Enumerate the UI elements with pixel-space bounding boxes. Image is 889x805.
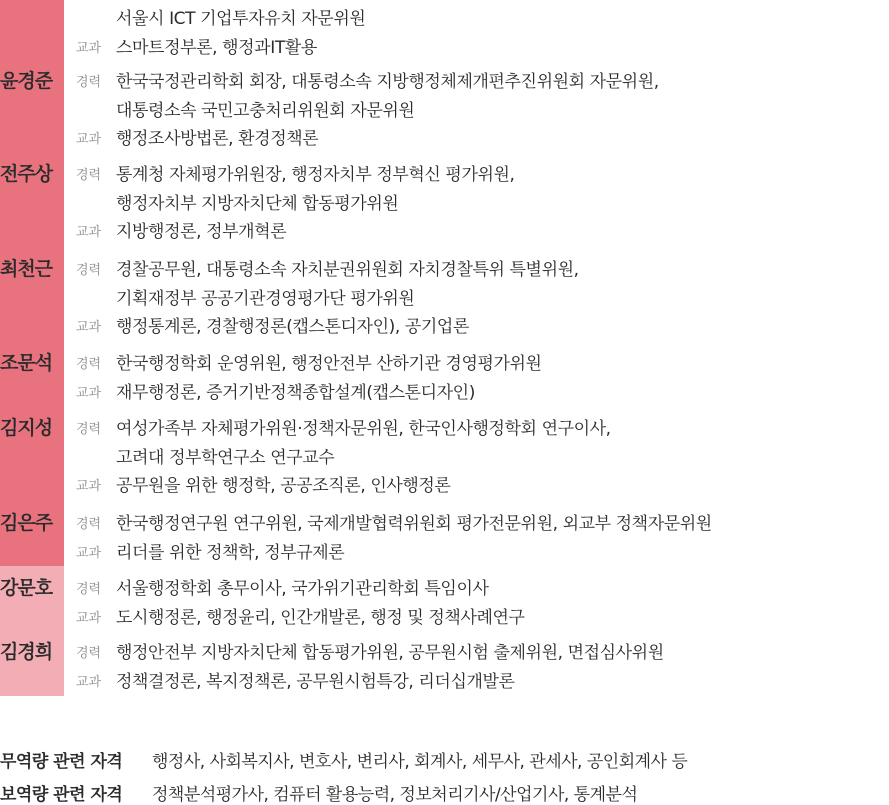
professor-name: 윤경준: [0, 70, 53, 92]
career-label: 경력: [76, 646, 102, 661]
subjects-text: 스마트정부론, 행정과IT활용: [116, 38, 317, 58]
career-text: 서울시 ICT 기업투자유치 자문위원: [116, 9, 366, 29]
subjects-label: 교과: [76, 386, 102, 401]
qualification-text: 정책분석평가사, 컴퓨터 활용능력, 정보처리기사/산업기사, 통계분석: [152, 785, 638, 805]
subjects-label: 교과: [76, 611, 102, 626]
qualification-label: 무역량 관련 자격: [0, 752, 123, 772]
subjects-label: 교과: [76, 546, 102, 561]
career-text: 기획재정부 공공기관경영평가단 평가위원: [116, 289, 415, 309]
subjects-text: 리더를 위한 정책학, 정부규제론: [116, 543, 345, 563]
career-text: 행정자치부 지방자치단체 합동평가위원: [116, 194, 399, 214]
subjects-text: 도시행정론, 행정윤리, 인간개발론, 행정 및 정책사례연구: [116, 608, 525, 628]
professor-name: 김은주: [0, 512, 53, 534]
professor-name: 김경희: [0, 641, 53, 663]
subjects-label: 교과: [76, 41, 102, 56]
professor-name: 강문호: [0, 577, 53, 599]
career-label: 경력: [76, 422, 102, 437]
career-label: 경력: [76, 263, 102, 278]
career-text: 한국행정연구원 연구위원, 국제개발협력위원회 평가전문위원, 외교부 정책자문위원: [116, 514, 712, 534]
professor-name: 최천근: [0, 258, 53, 280]
career-label: 경력: [76, 357, 102, 372]
subjects-text: 정책결정론, 복지정책론, 공무원시험특강, 리더십개발론: [116, 672, 515, 692]
subjects-label: 교과: [76, 320, 102, 335]
subjects-label: 교과: [76, 675, 102, 690]
career-text: 통계청 자체평가위원장, 행정자치부 정부혁신 평가위원,: [116, 165, 515, 185]
subjects-text: 재무행정론, 증거기반정책종합설계(캡스톤디자인): [116, 383, 475, 403]
subjects-label: 교과: [76, 479, 102, 494]
professor-name: 김지성: [0, 417, 53, 439]
career-text: 여성가족부 자체평가위원·정책자문위원, 한국인사행정학회 연구이사,: [116, 419, 611, 439]
career-text: 한국행정학회 운영위원, 행정안전부 산하기관 경영평가위원: [116, 354, 542, 374]
subjects-text: 행정통계론, 경찰행정론(캡스톤디자인), 공기업론: [116, 317, 469, 337]
subjects-label: 교과: [76, 225, 102, 240]
professor-name: 조문석: [0, 352, 53, 374]
career-text: 대통령소속 국민고충처리위원회 자문위원: [116, 101, 415, 121]
professor-name: 전주상: [0, 163, 53, 185]
career-label: 경력: [76, 168, 102, 183]
subjects-text: 지방행정론, 정부개혁론: [116, 222, 287, 242]
career-text: 행정안전부 지방자치단체 합동평가위원, 공무원시험 출제위원, 면접심사위원: [116, 643, 664, 663]
subjects-text: 행정조사방법론, 환경정책론: [116, 129, 319, 149]
career-label: 경력: [76, 517, 102, 532]
career-text: 서울행정학회 총무이사, 국가위기관리학회 특임이사: [116, 579, 489, 599]
career-text: 경찰공무원, 대통령소속 자치분권위원회 자치경찰특위 특별위원,: [116, 260, 579, 280]
qualification-text: 행정사, 사회복지사, 변호사, 변리사, 회계사, 세무사, 관세사, 공인회계사 등: [152, 752, 688, 772]
subjects-text: 공무원을 위한 행정학, 공공조직론, 인사행정론: [116, 476, 451, 496]
career-text: 한국국정관리학회 회장, 대통령소속 지방행정체제개편추진위원회 자문위원,: [116, 72, 659, 92]
career-label: 경력: [76, 582, 102, 597]
qualification-label: 보역량 관련 자격: [0, 785, 123, 805]
career-label: 경력: [76, 75, 102, 90]
subjects-label: 교과: [76, 132, 102, 147]
career-text: 고려대 정부학연구소 연구교수: [116, 448, 335, 468]
